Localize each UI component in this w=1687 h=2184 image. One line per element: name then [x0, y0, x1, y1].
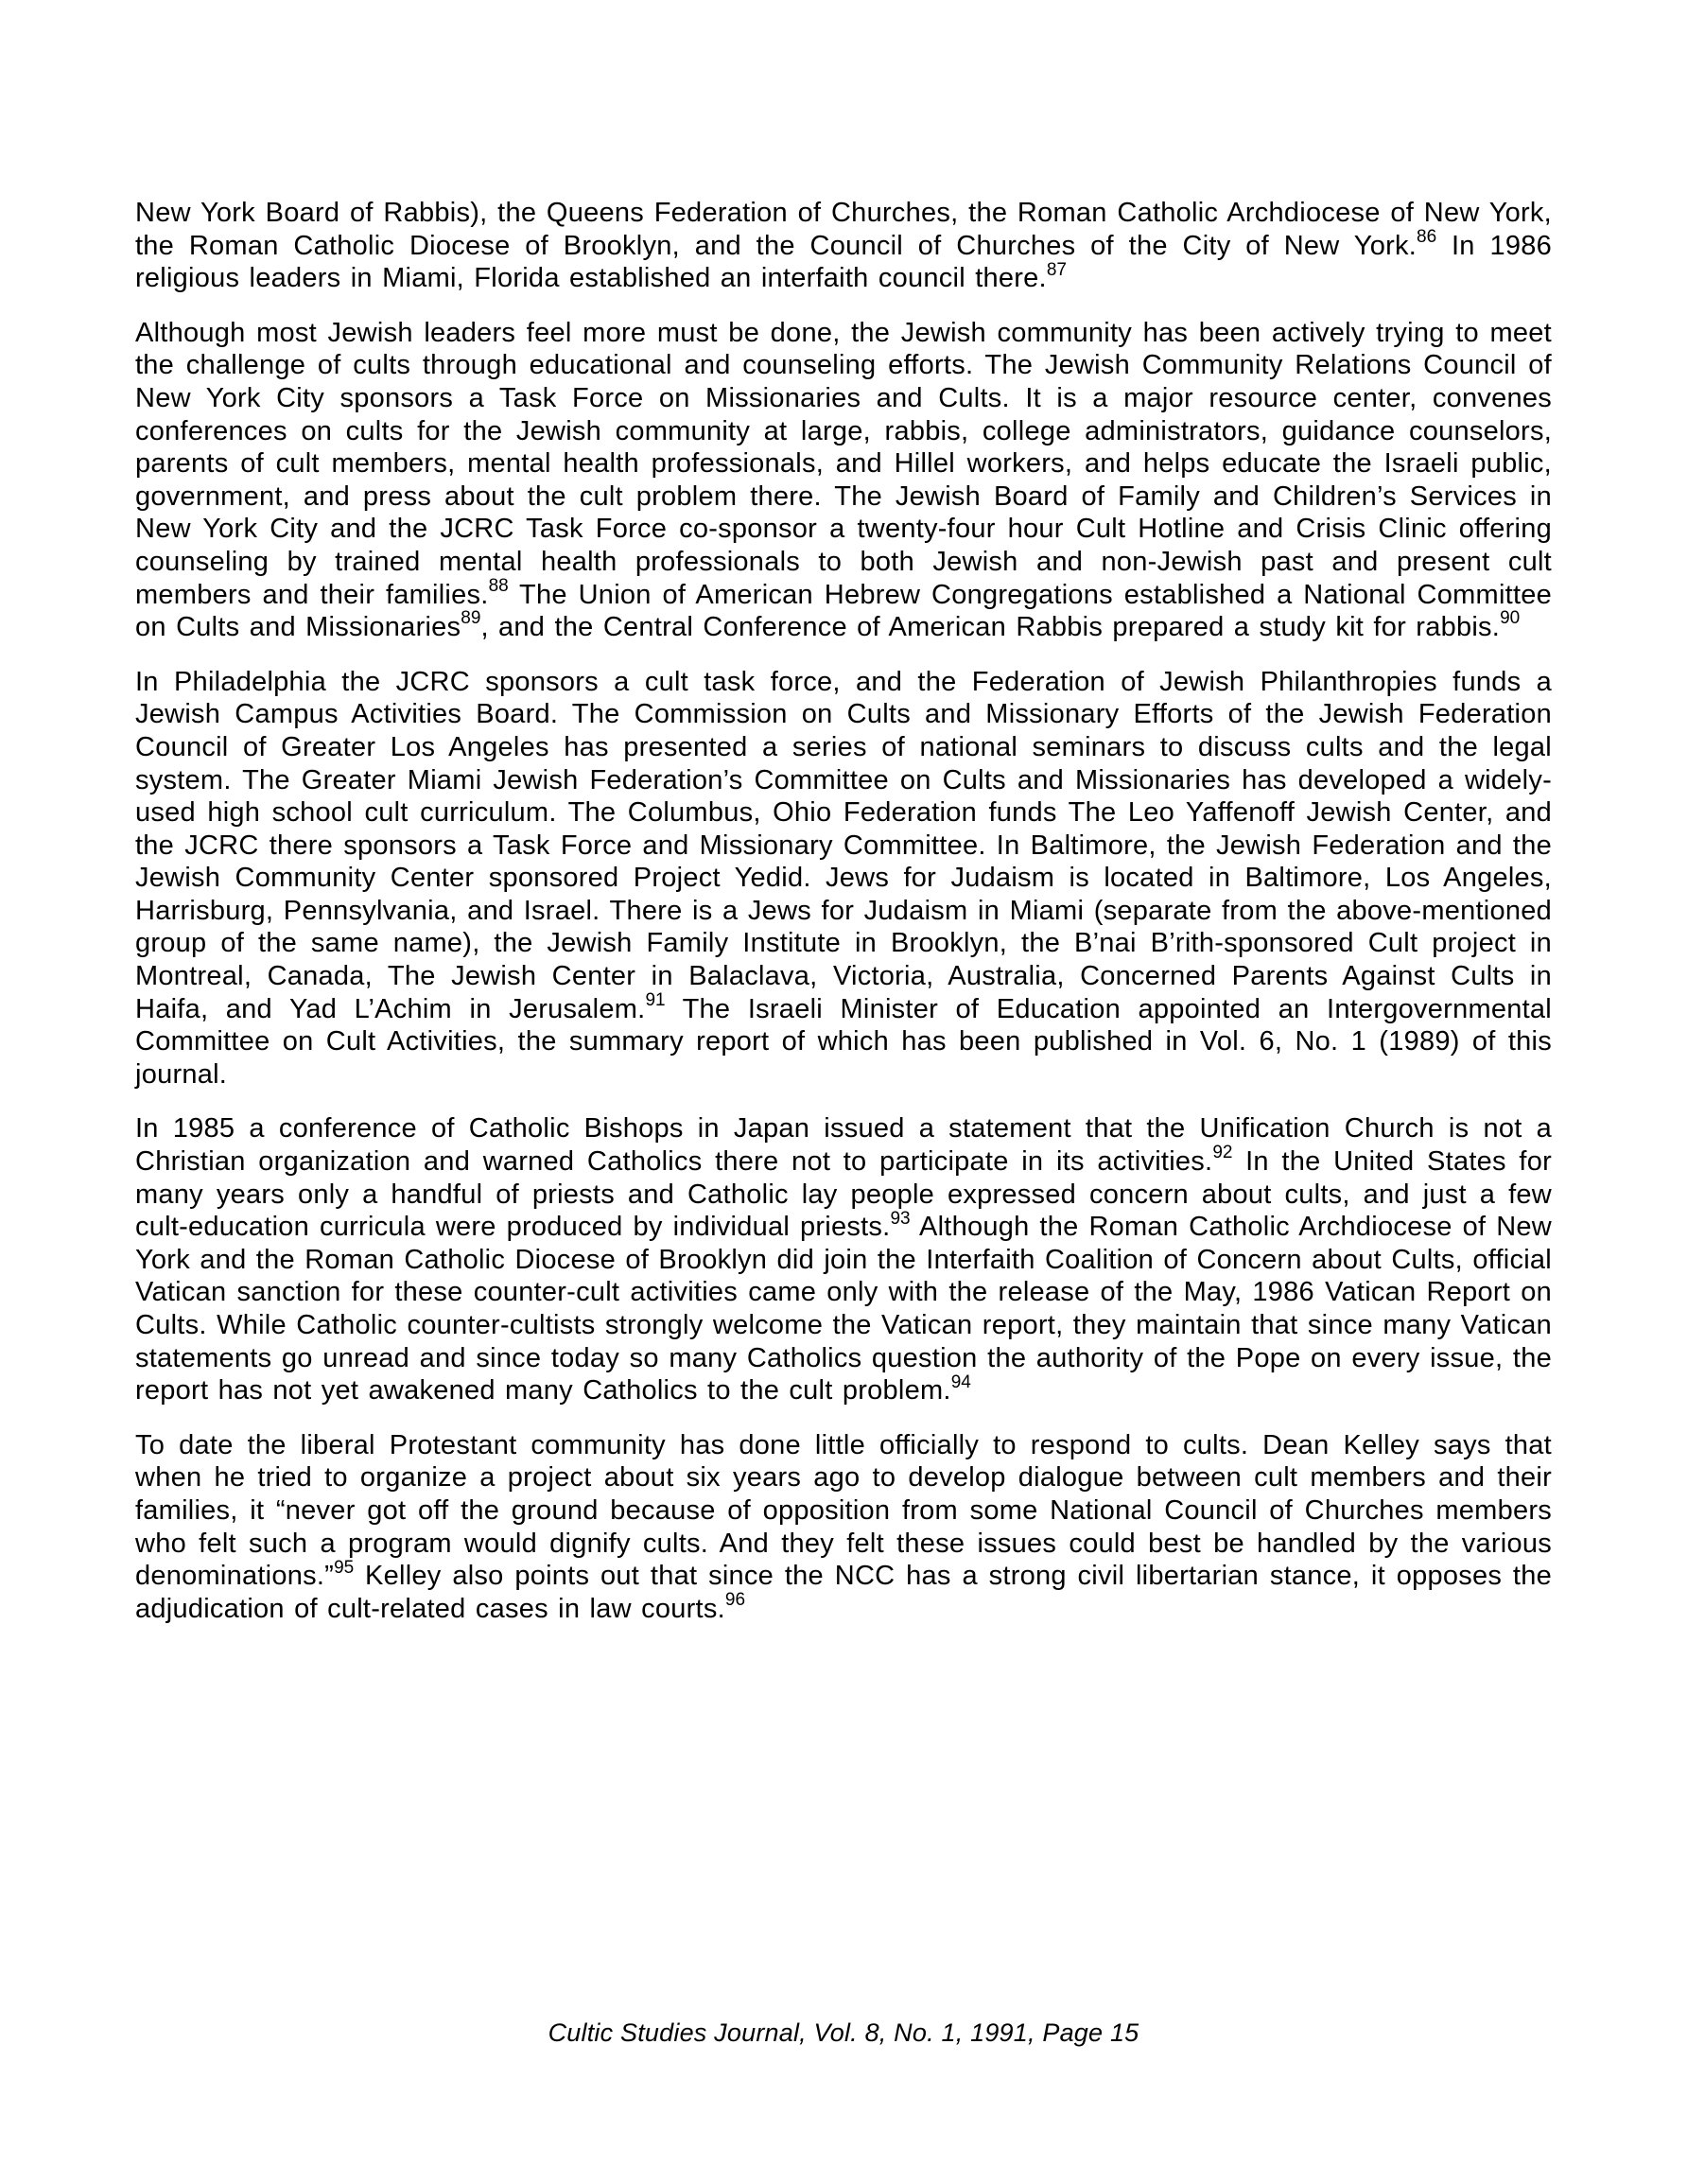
paragraph: Although most Jewish leaders feel more must be done, the Jewish community has been actively trying to meet the challenge of cults through educational and counseling efforts. The Jewish Community Relations Council of New York City sponsors a Task Force on Missionaries and Cults. It is a major resource center, convenes conferences on cults for the Jewish community at large, rabbis, college administrators, guidance counselors, parents of cult members, mental health professionals, and Hillel workers, and helps educate the Israeli public, government, and press about the cult problem there. The Jewish Board of Family and Children’s Services in New York City and the JCRC Task Force co-sponsor a twenty-four hour Cult Hotline and Crisis Clinic offering counseling by trained mental health professionals to both Jewish and non-Jewish past and present cult members and their families.$^{88}$ The Union of American Hebrew Congregations established a National Committee on Cults and Missionaries$^{89}$, and the Central Conference of American Rabbis prepared a study kit for rabbis.$^{90}$: [135, 317, 1553, 643]
footnote-reference: 93: [890, 1208, 911, 1229]
footnote-reference: 89: [461, 608, 481, 629]
page-footer: [135, 2017, 1552, 2049]
paragraph: In 1985 a conference of Catholic Bishops in Japan issued a statement that the Unification Church is not a Christian organization and warned Catholics there not to participate in its activities.$^{92}$ In the United States for many years only a handful of priests and Catholic lay people expressed concern about cults, and just a few cult-education curricula were produced by individual priests.$^{93}$ Although the Roman Catholic Archdiocese of New York and the Roman Catholic Diocese of Brooklyn did join the Interfaith Coalition of Concern about Cults, official Vatican sanction for these counter-cult activities came only with the release of the May, 1986 Vatican Report on Cults. While Catholic counter-cultists strongly welcome the Vatican report, they maintain that since many Vatican statements go unread and since today so many Catholics question the authority of the Pope on every issue, the report has not yet awakened many Catholics to the cult problem.$^{94}$: [135, 1113, 1552, 1406]
paragraph: New York Board of Rabbis), the Queens Federation of Churches, the Roman Catholic Archdiocese of New York, the Roman Catholic Diocese of Brooklyn, and the Council of Churches of the City of New York.$^{86}$ In 1986 religious leaders in Miami, Florida established an interfaith council there.$^{87}$: [135, 198, 1552, 294]
paragraph: In Philadelphia the JCRC sponsors a cult task force, and the Federation of Jewish Philanthropies funds a Jewish Campus Activities Board. The Commission on Cults and Missionary Efforts of the Jewish Federation Council of Greater Los Angeles has presented a series of national seminars to discuss cults and the legal system. The Greater Miami Jewish Federation’s Committee on Cults and Missionaries has developed a widely-used high school cult curriculum. The Columbus, Ohio Federation funds The Leo Yaffenoff Jewish Center, and the JCRC there sponsors a Task Force and Missionary Committee. In Baltimore, the Jewish Federation and the Jewish Community Center sponsored Project Yedid. Jews for Judaism is located in Baltimore, Los Angeles, Harrisburg, Pennsylvania, and Israel. There is a Jews for Judaism in Miami (separate from the above-mentioned group of the same name), the Jewish Family Institute in Brooklyn, the B’nai B’rith-sponsored Cult project in Montreal, Canada, The Jewish Center in Balaclava, Victoria, Australia, Concerned Parents Against Cults in Haifa, and Yad L’Achim in Jerusalem.$^{91}$ The Israeli Minister of Education appointed an Intergovernmental Committee on Cult Activities, the summary report of which has been published in Vol. 6, No. 1 (1989) of this journal.: [135, 666, 1552, 1090]
footnote-reference: 94: [950, 1372, 971, 1392]
footnote-reference: 96: [724, 1590, 746, 1611]
footnote-reference: 92: [1212, 1143, 1233, 1163]
document-body: [135, 197, 1552, 1647]
footnote-reference: 90: [1500, 608, 1521, 629]
footnote-reference: 86: [1417, 226, 1437, 247]
footnote-reference: 91: [645, 990, 666, 1010]
footnote-reference: 95: [334, 1557, 355, 1578]
footnote-reference: 88: [488, 575, 509, 596]
footer-citation: Cultic Studies Journal, Vol. 8, No. 1, 1991, Page 15: [548, 2018, 1139, 2047]
paragraph: To date the liberal Protestant community has done little officially to respond to cults. Dean Kelley says that when he tried to organize a project about six years ago to develop dialogue between cult members and their families, it “never got off the ground because of opposition from some National Council of Churches members who felt such a program would dignify cults. And they felt these issues could best be handled by the various denominations.”$^{95}$ Kelley also points out that since the NCC has a strong civil libertarian stance, it opposes the adjudication of cult-related cases in law courts.$^{96}$: [135, 1429, 1552, 1624]
footnote-reference: 87: [1046, 259, 1067, 280]
